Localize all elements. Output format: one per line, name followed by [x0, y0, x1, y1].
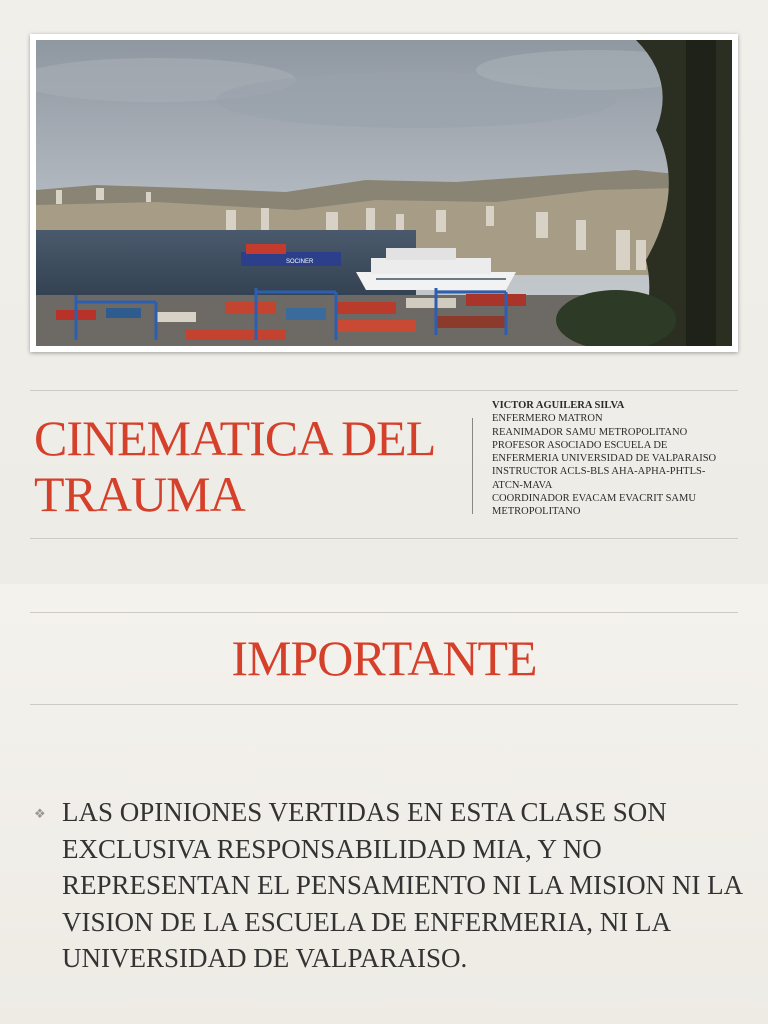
title-divider: [472, 418, 473, 514]
disclaimer-text: LAS OPINIONES VERTIDAS EN ESTA CLASE SON EXCLUSIVA RESPONSABILIDAD MIA, Y NO REPRESENTAN EL PENSAMIENTO NI LA MISION NI LA VISION DE LA ESCUELA DE ENFERMERIA, NI LA UNIVERSIDAD DE VALPARAISO.: [62, 797, 742, 973]
bottom-rule: [30, 538, 738, 539]
ship-label: SOCINER: [286, 259, 314, 265]
credit-line: COORDINADOR EVACAM EVACRIT SAMU METROPOLITANO: [492, 493, 696, 518]
photo-frame: [30, 34, 738, 352]
importante-top-rule: [30, 612, 738, 613]
importante-bottom-rule: [30, 704, 738, 705]
credit-line: REANIMADOR SAMU METROPOLITANO: [492, 426, 688, 438]
slide-title-text: CINEMATICA DEL TRAUMA: [34, 410, 434, 522]
credit-line: INSTRUCTOR ACLS-BLS AHA-APHA-PHTLS-ATCN-MAVA: [492, 466, 706, 491]
importante-heading: IMPORTANTE: [231, 630, 537, 686]
credit-line: PROFESOR ASOCIADO ESCUELA DE ENFERMERIA UNIVERSIDAD DE VALPARAISO: [492, 439, 717, 465]
top-rule: [30, 390, 738, 391]
author-name: VICTOR AGUILERA SILVA: [492, 400, 625, 411]
harbor-photo-image: [36, 40, 732, 346]
author-credits: [492, 399, 732, 519]
diamond-bullet-icon: ❖: [34, 806, 46, 821]
credit-line: ENFERMERO MATRON: [492, 413, 603, 425]
harbor-photo: [36, 40, 732, 346]
